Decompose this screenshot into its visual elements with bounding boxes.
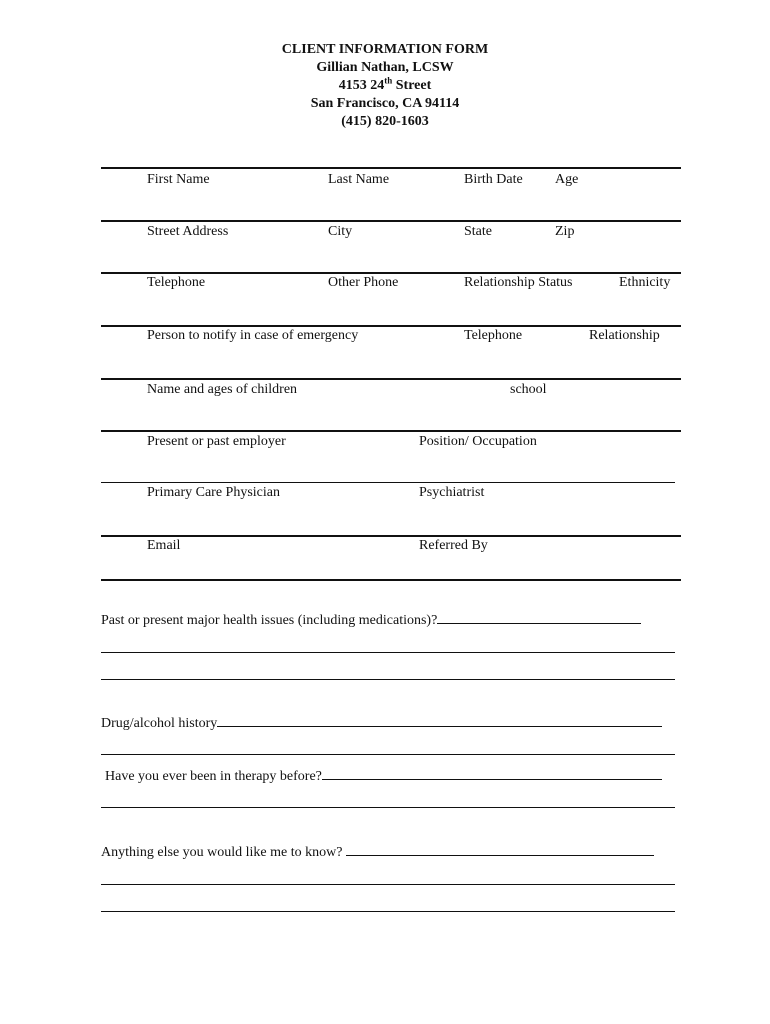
divider [101, 272, 681, 274]
health-issues-question: Past or present major health issues (including medications)? [101, 610, 641, 629]
ethnicity-field[interactable]: Ethnicity [619, 275, 671, 290]
divider [101, 220, 681, 222]
school-field[interactable]: school [510, 382, 547, 397]
street-address-field[interactable]: Street Address [147, 224, 229, 239]
employer-field[interactable]: Present or past employer [147, 434, 286, 449]
last-name-field[interactable]: Last Name [328, 172, 390, 187]
occupation-field[interactable]: Position/ Occupation [419, 434, 537, 449]
state-field[interactable]: State [464, 224, 492, 239]
divider [101, 325, 681, 327]
phone-line: (415) 820-1603 [341, 114, 429, 129]
divider [101, 535, 681, 537]
anything-else-answer-line[interactable] [346, 842, 654, 856]
divider [101, 378, 681, 380]
relationship-status-field[interactable]: Relationship Status [464, 275, 573, 290]
first-name-field[interactable]: First Name [147, 172, 210, 187]
email-field[interactable]: Email [147, 538, 181, 553]
zip-field[interactable]: Zip [555, 224, 575, 239]
health-issues-answer-line[interactable] [437, 610, 641, 624]
anything-else-answer-line[interactable] [101, 884, 675, 885]
city-field[interactable]: City [328, 224, 353, 239]
other-phone-field[interactable]: Other Phone [328, 275, 399, 290]
referred-by-field[interactable]: Referred By [419, 538, 488, 553]
health-issues-answer-line[interactable] [101, 652, 675, 653]
anything-else-question: Anything else you would like me to know? [101, 842, 654, 861]
drug-alcohol-answer-line[interactable] [101, 754, 675, 755]
anything-else-answer-line[interactable] [101, 911, 675, 912]
physician-field[interactable]: Primary Care Physician [147, 485, 280, 500]
therapy-question: Have you ever been in therapy before? [105, 766, 662, 785]
drug-alcohol-answer-line[interactable] [217, 713, 662, 727]
health-issues-answer-line[interactable] [101, 679, 675, 680]
emergency-telephone-field[interactable]: Telephone [464, 328, 523, 343]
age-field[interactable]: Age [555, 172, 579, 187]
form-header [0, 41, 770, 131]
therapy-answer-line[interactable] [322, 766, 662, 780]
emergency-contact-field[interactable]: Person to notify in case of emergency [147, 328, 359, 343]
birth-date-field[interactable]: Birth Date [464, 172, 523, 187]
psychiatrist-field[interactable]: Psychiatrist [419, 485, 485, 500]
divider [101, 167, 681, 169]
divider [101, 579, 681, 581]
street-address-line: 4153 24th Street [338, 75, 432, 93]
form-title: CLIENT INFORMATION FORM [281, 42, 489, 57]
divider [101, 482, 675, 483]
emergency-relationship-field[interactable]: Relationship [589, 328, 660, 343]
therapist-name: Gillian Nathan, LCSW [316, 60, 454, 75]
telephone-field[interactable]: Telephone [147, 275, 206, 290]
divider [101, 430, 681, 432]
children-field[interactable]: Name and ages of children [147, 382, 298, 397]
therapy-answer-line[interactable] [101, 807, 675, 808]
drug-alcohol-question: Drug/alcohol history [101, 713, 662, 732]
city-line: San Francisco, CA 94114 [310, 96, 460, 111]
